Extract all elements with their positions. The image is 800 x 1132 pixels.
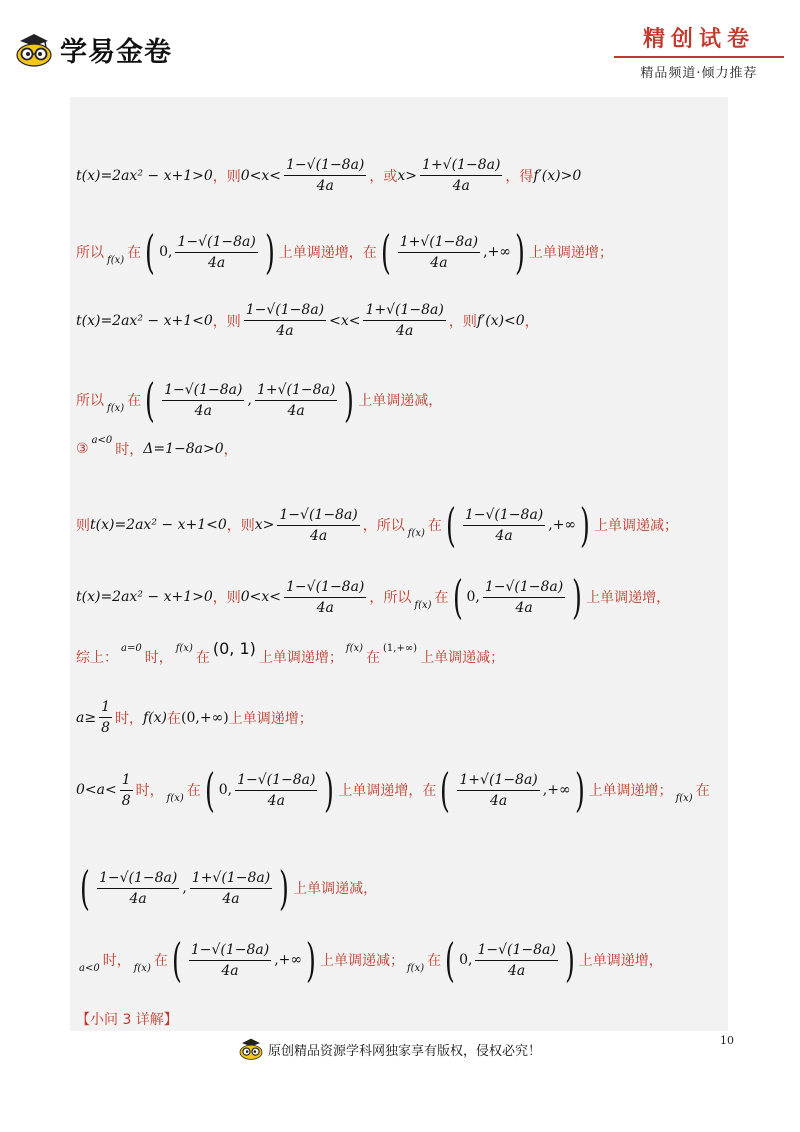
paren-left: (: [452, 570, 463, 624]
page-footer: [0, 1030, 800, 1070]
formula: t(x)=2ax² − x+1>0: [76, 589, 213, 605]
function-label: f(x): [133, 962, 151, 974]
function-label: f(x): [175, 642, 193, 654]
fraction: $\frac{1-√(1-8a)}{4a}$: [164, 381, 243, 419]
text: ，则: [448, 313, 477, 330]
paren-right: ): [279, 861, 290, 915]
formula: 0<x<: [240, 589, 282, 605]
formula: 0,: [466, 589, 480, 605]
fraction: $\frac{1+√(1-8a)}{4a}$: [399, 233, 479, 271]
text: 在: [434, 590, 449, 606]
text: ，得: [505, 168, 534, 185]
fraction: $\frac{1+√(1-8a)}{4a}$: [256, 381, 336, 419]
text: 上单调递增，在: [278, 245, 377, 261]
math-line-7: [76, 570, 671, 624]
formula: ,+∞: [548, 517, 577, 533]
text: 上单调递减；: [594, 518, 679, 534]
paren-left: (: [440, 763, 451, 817]
paren-right: ): [324, 763, 335, 817]
text: ，所以: [362, 518, 405, 534]
formula: ,+∞: [274, 952, 303, 968]
function-label: f(x): [107, 402, 125, 414]
owl-mascot-icon: [14, 33, 54, 67]
copyright-text: 原创精品资源学科网独家享有版权，侵权必究！: [268, 1043, 542, 1059]
text: 在: [127, 245, 142, 261]
paren-left: (: [171, 933, 182, 987]
solution-panel: [70, 97, 728, 1031]
paren-left: (: [145, 225, 156, 279]
fraction: $\frac{1+√(1-8a)}{4a}$: [191, 869, 271, 907]
text: 上单调递减，: [293, 881, 378, 897]
text: 则: [76, 518, 90, 534]
math-line-1: [76, 157, 581, 194]
paren-left: (: [445, 498, 456, 552]
paren-right: ): [572, 570, 583, 624]
text: ③: [76, 441, 89, 457]
fraction: $\frac{1+√(1-8a)}{4a}$: [459, 771, 538, 809]
text: 上单调递减；: [319, 953, 404, 969]
formula: 0<x<: [240, 167, 282, 184]
formula: t(x)=2ax² − x+1<0: [76, 312, 213, 329]
formula: 0,: [459, 952, 473, 968]
formula: f′(x)>0: [533, 167, 582, 184]
function-label: f(x): [414, 599, 432, 611]
fraction: $\frac{1-√(1-8a)}{4a}$: [237, 771, 316, 809]
text: 在: [127, 393, 142, 409]
text: ，则: [226, 518, 255, 534]
paren-left: (: [380, 225, 391, 279]
text: 在: [427, 953, 442, 969]
formula: a<0: [91, 434, 113, 446]
paren-right: ): [306, 933, 316, 987]
formula: a=0: [121, 642, 142, 654]
fraction: $\frac{1-√(1-8a)}{4a}$: [464, 506, 544, 544]
text: 在: [186, 783, 201, 799]
math-line-2: [76, 225, 613, 279]
fraction: $\frac{1-√(1-8a)}{4a}$: [190, 941, 270, 979]
formula: <x<: [329, 312, 361, 329]
function-label: f(x): [675, 792, 693, 804]
page-number: 10: [720, 1034, 734, 1047]
function-label: f(x): [345, 642, 364, 654]
paren-right: ): [564, 933, 575, 987]
text: 上单调递增，在: [338, 783, 437, 799]
formula: Δ=1−8a>0: [143, 441, 224, 457]
text: 在: [695, 783, 710, 799]
copyright-notice: [238, 1038, 541, 1060]
math-line-9: [76, 699, 313, 736]
interval: (0,+∞): [181, 709, 229, 726]
paren-right: ): [344, 373, 355, 427]
paren-right: ): [580, 498, 591, 552]
fraction: $\frac{1+√(1-8a)}{4a}$: [365, 302, 444, 339]
owl-mascot-icon: [238, 1038, 264, 1060]
fraction: $\frac{1}{8}$: [101, 699, 110, 736]
fraction: $\frac{1-√(1-8a)}{4a}$: [245, 302, 325, 339]
text: ，: [524, 313, 539, 330]
brand-subtitle: 精品频道·倾力推荐: [640, 66, 758, 81]
formula: 0,: [159, 244, 173, 260]
text: 所以: [76, 245, 104, 261]
formula: t(x)=2ax² − x+1>0: [76, 167, 213, 184]
text: ，所以: [369, 590, 412, 606]
formula: a≥: [76, 709, 97, 726]
text: 在: [427, 518, 442, 534]
formula: a<0: [79, 962, 100, 974]
text: 在: [366, 650, 381, 666]
text: ，则: [212, 590, 241, 606]
text: 时，: [115, 442, 144, 458]
fraction: $\frac{1}{8}$: [121, 771, 131, 809]
fraction: $\frac{1-√(1-8a)}{4a}$: [286, 157, 365, 194]
math-line-8: [76, 638, 505, 667]
paren-left: (: [204, 763, 215, 817]
text: 综上：: [76, 650, 118, 666]
fraction: $\frac{1-√(1-8a)}{4a}$: [279, 506, 358, 544]
text: ，则: [212, 313, 241, 330]
text: 【小问 3 详解】: [76, 1012, 178, 1028]
text: 上单调递增；: [528, 245, 613, 261]
formula: ,+∞: [542, 782, 571, 798]
text: ，或: [369, 168, 398, 185]
brand-block: [614, 22, 784, 81]
formula: x>: [254, 517, 275, 533]
text: 上单调递减，: [358, 393, 443, 409]
text: 时，: [144, 650, 173, 666]
interval: (1,+∞): [383, 642, 418, 654]
logo-text: 学易金卷: [60, 37, 172, 68]
formula: 0<a<: [76, 782, 117, 798]
fraction: $\frac{1+√(1-8a)}{4a}$: [422, 157, 501, 194]
formula: f′(x)<0: [476, 312, 525, 329]
formula: 0,: [218, 782, 233, 798]
text: 上单调递增；: [228, 710, 313, 727]
section-heading: [76, 1009, 178, 1029]
function-label: f(x): [166, 792, 184, 804]
function-label: f(x): [406, 962, 425, 974]
fraction: $\frac{1-√(1-8a)}{4a}$: [286, 578, 365, 616]
paren-right: ): [574, 763, 585, 817]
math-line-5: [76, 434, 238, 459]
text: ，则: [212, 168, 241, 185]
math-line-12: [76, 933, 663, 987]
math-line-10: [76, 763, 710, 817]
fraction: $\frac{1-√(1-8a)}{4a}$: [477, 941, 556, 979]
math-line-4: [76, 373, 443, 427]
text: 在: [153, 953, 168, 969]
text: 时，: [135, 783, 164, 799]
interval: (0, 1): [212, 638, 256, 658]
brand-divider: [614, 56, 784, 58]
paren-left: (: [80, 861, 90, 915]
math-line-3: [76, 302, 539, 339]
text: 上单调递增；: [258, 650, 343, 666]
formula: ,: [182, 880, 187, 896]
math-line-11: [76, 861, 378, 915]
paren-right: ): [264, 225, 275, 279]
text: 在: [195, 650, 210, 666]
paren-left: (: [145, 373, 156, 427]
text: 在: [167, 710, 182, 727]
paren-right: ): [515, 225, 525, 279]
formula: x>: [397, 167, 418, 184]
function-label: f(x): [143, 709, 168, 726]
formula: ,: [247, 392, 252, 408]
paren-left: (: [445, 933, 456, 987]
fraction: $\frac{1-√(1-8a)}{4a}$: [98, 869, 178, 907]
text: 上单调递增；: [588, 783, 673, 799]
formula: t(x)=2ax² − x+1<0: [90, 517, 227, 533]
fraction: $\frac{1-√(1-8a)}{4a}$: [177, 233, 256, 271]
page-header: [0, 0, 800, 95]
function-label: f(x): [407, 527, 425, 539]
math-line-6: [76, 498, 679, 552]
text: 时，: [102, 953, 131, 969]
text: 上单调递减；: [420, 650, 505, 666]
fraction: $\frac{1-√(1-8a)}{4a}$: [484, 578, 564, 616]
text: 上单调递增，: [578, 953, 663, 969]
formula: ,+∞: [483, 244, 511, 260]
text: 所以: [76, 393, 104, 409]
function-label: f(x): [107, 254, 125, 266]
brand-title: 精创试卷: [642, 27, 755, 52]
text: ，: [223, 442, 238, 458]
text: 时，: [115, 710, 143, 727]
text: 上单调递增，: [586, 590, 671, 606]
logo: [14, 30, 172, 69]
